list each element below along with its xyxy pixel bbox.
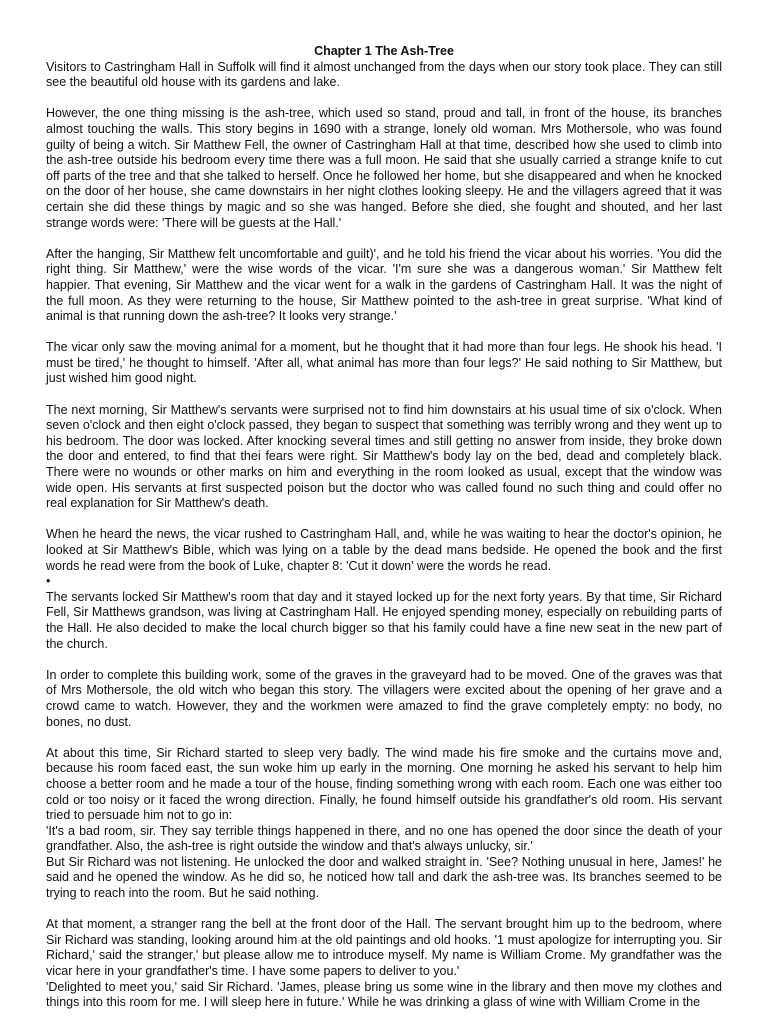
paragraph-5: The next morning, Sir Matthew's servants were surprised not to find him downstairs at his usual time of six o'clock. When seven o'clock and then eight o'clock passed, they began to suspect that something was terribly wrong and they went up to his bedroom. The door was locked. After knocking several times and still getting no answer from inside, they broke down the door and entered, to find that thei fears were right. Sir Matthew's body lay on the bed, dead and completely black. There were no wounds or other marks on him and everything in the room looked as usual, except that the window was wide open. His servants at first suspected poison but the doctor who was called found no such thing and could offer no real explanation for Sir Matthew's death.: [46, 402, 722, 511]
paragraph-8: In order to complete this building work, some of the graves in the graveyard had to be moved. One of the graves was that of Mrs Mothersole, the old witch who began this story. The villagers were excited about the opening of her grave and a crowd came to watch. However, they and the workmen were amazed to find the grave completely empty: no body, no bones, no dust.: [46, 667, 722, 729]
paragraph-12: At that moment, a stranger rang the bell at the front door of the Hall. The servant brought him up to the bedroom, where Sir Richard was standing, looking around him at the old paintings and old hooks. '1 must apologize for interrupting you. Sir Richard,' said the stranger,' but please allow me to introduce myself. My name is William Crome. My grandfather was the vicar here in your grandfather's time. I have some papers to deliver to you.': [46, 917, 722, 979]
paragraph-7: The servants locked Sir Matthew's room that day and it stayed locked up for the next forty years. By that time, Sir Richard Fell, Sir Matthews grandson, was living at Castringham Hall. He enjoyed spending money, especially on rebuilding parts of the Hall. He also decided to make the local church bigger so that his family could have a fine new seat in the new part of the church.: [46, 589, 722, 651]
paragraph-10: 'It's a bad room, sir. They say terrible things happened in there, and no one has opened the door since the death of your grandfather. Also, the ash-tree is right outside the window and that's always unlucky, sir.': [46, 823, 722, 854]
paragraph-2: However, the one thing missing is the ash-tree, which used so stand, proud and tall, in front of the house, its branches almost touching the walls. This story begins in 1690 with a strange, lonely old woman. Mrs Mothersole, who was found guilty of being a witch. Sir Matthew Fell, the owner of Castringham Hall at that time, described how she used to climb into the ash-tree outside his bedroom every time there was a full moon. He said that she usually carried a strange knife to cut off parts of the tree and that she talked to herself. Once he followed her home, but she disappeared and when he knocked on the door of her house, she came downstairs in her night clothes looking sleepy. He and the villagers agreed that it was certain she did these things by magic and so she was hanged. Before she died, she fought and shouted, and her last strange words were: 'There will be guests at the Hall.': [46, 106, 722, 230]
paragraph-13: 'Delighted to meet you,' said Sir Richard. 'James, please bring us some wine in the library and then move my clothes and things into this room for me. I will sleep here in future.' While he was drinking a glass of wine with William Crome in the: [46, 979, 722, 1010]
paragraph-6: When he heard the news, the vicar rushed to Castringham Hall, and, while he was waiting to hear the doctor's opinion, he looked at Sir Matthew's Bible, which was lying on a table by the dead mans bedside. He opened the book and the first words he read were from the book of Luke, chapter 8: 'Cut it down' were the words he read.: [46, 527, 722, 573]
paragraph-4: The vicar only saw the moving animal for a moment, but he thought that it had more than four legs. He shook his head. 'I must be tired,' he thought to himself. 'After all, what animal has more than four legs?' He said nothing to Sir Matthew, but just wished him good night.: [46, 340, 722, 386]
paragraph-3: After the hanging, Sir Matthew felt uncomfortable and guilt)', and he told his friend the vicar about his worries. 'You did the right thing. Sir Matthew,' were the wise words of the vicar. 'I'm sure she was a dangerous woman.' Sir Matthew felt happier. That evening, Sir Matthew and the vicar went for a walk in the gardens of Castringham Hall. It was the night of the full moon. As they were returning to the house, Sir Matthew pointed to the ash-tree in great surprise. 'What kind of animal is that running down the ash-tree? It looks very strange.': [46, 246, 722, 324]
paragraph-11: But Sir Richard was not listening. He unlocked the door and walked straight in. 'See? Nothing unusual in here, James!' he said and he opened the window. As he did so, he noticed how tall and dark the ash-tree was. Its branches seemed to be trying to reach into the room. But he said nothing.: [46, 854, 722, 901]
paragraph-1: Visitors to Castringham Hall in Suffolk will find it almost unchanged from the days when our story took place. They can still see the beautiful old house with its gardens and lake.: [46, 59, 722, 90]
bullet-separator: •: [46, 574, 51, 589]
document-page: [46, 44, 722, 1011]
chapter-title: Chapter 1 The Ash-Tree: [314, 44, 454, 58]
paragraph-9: At about this time, Sir Richard started to sleep very badly. The wind made his fire smoke and the curtains move and, because his room faced east, the sun woke him up early in the morning. One morning he asked his servant to help him choose a better room and he made a tour of the house, finding something wrong with each room. Each one was either too cold or too noisy or it faced the wrong direction. Finally, he found himself outside his grandfather's old room. His servant tried to persuade him not to go in:: [46, 745, 722, 823]
